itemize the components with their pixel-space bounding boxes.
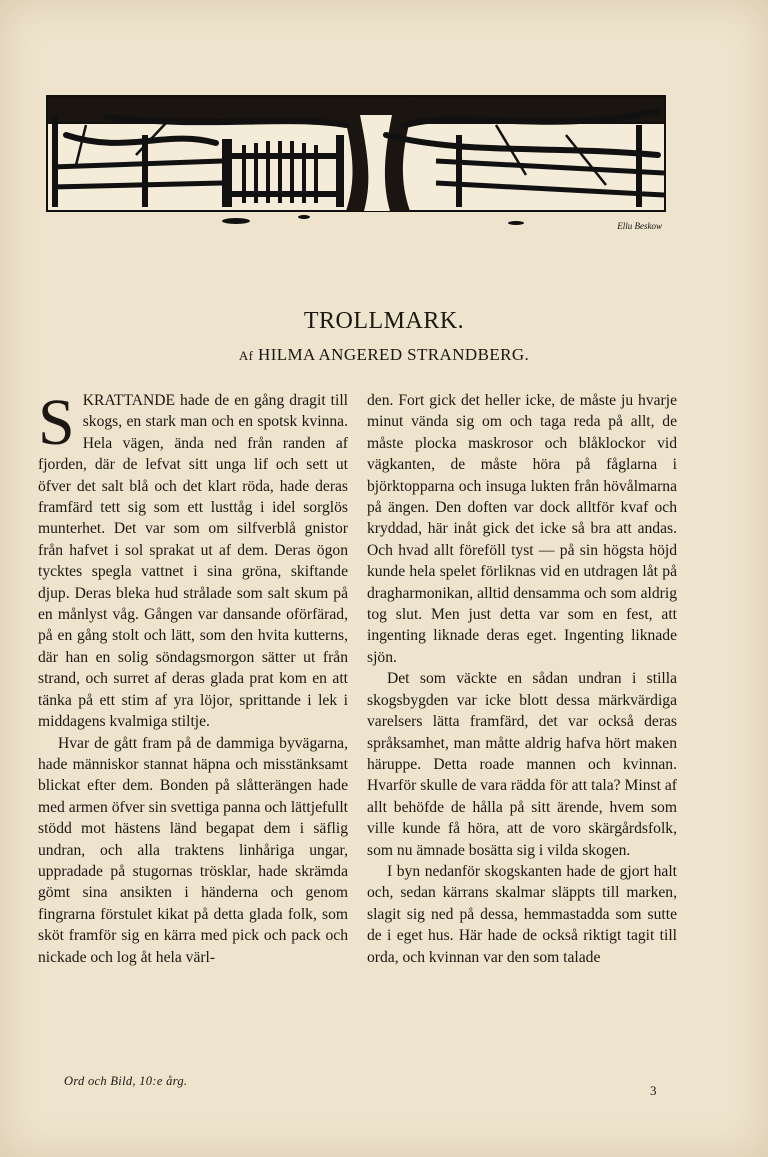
illustration-signature: Ellu Beskow: [617, 221, 662, 231]
header-illustration: [46, 95, 670, 233]
drop-cap: S: [38, 386, 75, 459]
article-byline: [0, 345, 768, 365]
article-title: TROLLMARK.: [303, 308, 465, 334]
byline-prefix: Af: [238, 348, 254, 363]
footer-source: Ord och Bild, 10:e årg.: [64, 1074, 188, 1088]
paragraph: I byn nedanför skogskanten hade de gjort halt och, sedan kärrans skalmar släppts till marken, slagit sig ned på dessa, hemmastadda som sutte de i eget hus. Här hade de också riktigt tagit till orda, och kvinnan var den som talade: [367, 862, 677, 966]
byline-author: HILMA ANGERED STRANDBERG.: [258, 345, 530, 364]
page-number: 3: [650, 1083, 657, 1098]
paragraph: den. Fort gick det heller icke, de måste ju hvarje minut vända sig om och taga reda på allt, de måste plocka maskrosor och blåklockor vid vägkanten, de måste höra på fåglarna i björktopparna och insuga lukten från hövålmarna på ängen. Den doften var dock alltför kvaf och kryddad, här inåt gick det icke så bra att andas. Och hvad allt föreföll tyst — på sin högsta höjd kunde hela spelet förliknas vid en utdragen låt på dragharmonikan, alltid densamma och som aldrig tog slut. Men just detta var som en fest, att ingenting liknade deras eget. Ingenting liknade sjön.: [367, 392, 677, 666]
paragraph-text: KRATTANDE hade de en gång dragit till skogs, en stark man och en spotsk kvinna. Hela vägen, ända ned från randen af fjorden, där de lefvat sitt unga lif och sett ut öfver det salt blå och det klart röda, hade deras framfärd tett sig som ett lusttåg i idel sorglös munterhet. Det var som om silfverblå gnistor från hafvet i sol sprakat ut af dem. Deras ögon tycktes spegla vattnet i sina gröna, skiftande djup. Deras bleka hud strålade som salt skum på en månlyst våg. Gången var dansande oförfärad, på en gång stolt och lätt, som den hvita kutterns, där han en solig söndagsmorgon sätter ut från strand, och surret af deras glada prat kom en att tänka på ett stim af yra löjor, sprittande i lek i middagens kvalmiga stiltje.: [38, 392, 348, 731]
paragraph: [38, 386, 348, 733]
paragraph: Hvar de gått fram på de dammiga byvägarna, hade människor stannat häpna och misstänksamt blickat efter dem. Bonden på slåtterängen hade med armen öfver sin svettiga panna och lättjefullt stödd mot hästens länd begapat dem i säflig undran, och alla traktens linhåriga ungar, uppradade på stugornas trösklar, hade skrämda gömt sina ansikten i händerna och genom fingrarna förstulet kikat på detta glada folk, som sköt framför sig en kärra med pick och pack och nickade och log åt hela värl-: [38, 734, 348, 966]
paragraph: Det som väckte en sådan undran i stilla skogsbygden var icke blott dessa märkvärdiga varelsers lätta framfärd, det var också deras språksamhet, man måtte aldrig hafva hört maken häruppe. Detta roade mannen och kvinnan. Hvarför skulle de vara rädda för att tala? Minst af allt behöfde de hålla på sitt ärende, hvem som ville kunde få höra, att de voro skärgårdsfolk, som nu ämnade bosätta sig i vilda skogen.: [367, 670, 677, 859]
winter-garden-gate-woodcut-icon: [46, 95, 670, 233]
text-column-left: [38, 386, 348, 968]
text-column-right: [367, 390, 677, 968]
